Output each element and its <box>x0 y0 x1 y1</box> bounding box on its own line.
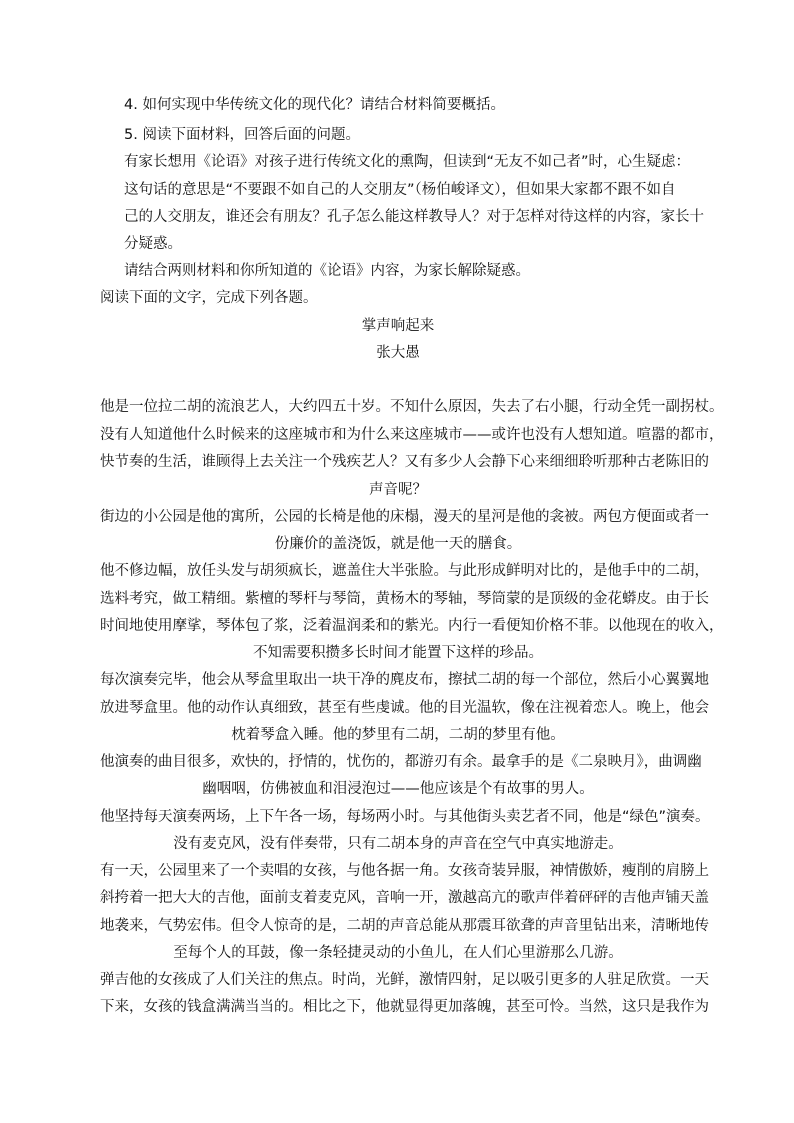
article-line: 放进琴盒里。他的动作认真细致，甚至有些虔诚。他的目光温软，像在注视着恋人。晚上，他会 <box>100 700 709 716</box>
article-line: 地袭来，气势宏伟。但令人惊奇的是，二胡的声音总能从那震耳欲聋的声音里钻出来，清晰地传 <box>100 918 709 934</box>
article-line: 不知需要积攒多长时间才能置下这样的珍品。 <box>253 645 543 661</box>
question-prompt: 请结合两则材料和你所知道的《论语》内容，为家长解除疑惑。 <box>124 263 530 279</box>
article-line: 没有麦克风，没有伴奏带，只有二胡本身的声音在空气中真实地游走。 <box>173 836 623 852</box>
article-line: 斜挎着一把大大的吉他，面前支着麦克风，音响一开，激越高亢的歌声伴着砰砰的吉他声铺天盖 <box>100 890 709 906</box>
article-line: 至每个人的耳鼓，像一条轻捷灵动的小鱼儿，在人们心里游那么几游。 <box>173 945 623 961</box>
article-line: 时间地使用摩挲，琴体包了浆，泛着温润柔和的紫光。内行一看便知价格不菲。以他现在的收入， <box>100 618 724 634</box>
article-line: 快节奏的生活，谁顾得上去关注一个残疾艺人？又有多少人会静下心来细细聆听那种古老陈旧的 <box>100 454 709 470</box>
material-line: 有家长想用《论语》对孩子进行传统文化的熏陶，但读到“无友不如己者”时，心生疑虑： <box>124 154 691 170</box>
article-line: 弹吉他的女孩成了人们关注的焦点。时尚，光鲜，激情四射，足以吸引更多的人驻足欣赏。一天 <box>100 972 709 988</box>
material-line: 己的人交朋友，谁还会有朋友？孔子怎么能这样教导人？对于怎样对待这样的内容，家长十 <box>124 209 704 225</box>
article-author: 张大愚 <box>376 345 420 361</box>
article-line: 每次演奏完毕，他会从琴盒里取出一块干净的麂皮布，擦拭二胡的每一个部位，然后小心翼翼地 <box>100 672 709 688</box>
article-line: 他坚持每天演奏两场，上下午各一场，每场两小时。与其他街头卖艺者不同，他是“绿色”演奏。 <box>100 809 710 825</box>
question-5: 5. 阅读下面材料，回答后面的问题。 <box>124 127 360 143</box>
article-line: 他不修边幅，放任头发与胡须疯长，遮盖住大半张脸。与此形成鲜明对比的，是他手中的二胡， <box>100 563 709 579</box>
article-line: 没有人知道他什么时候来的这座城市和为什么来这座城市——或许也没有人想知道。喧嚣的都市， <box>100 427 724 443</box>
reading-instruction: 阅读下面的文字，完成下列各题。 <box>100 290 318 306</box>
article-line: 他是一位拉二胡的流浪艺人，大约四五十岁。不知什么原因，失去了右小腿，行动全凭一副拐杖。 <box>100 399 724 415</box>
article-line: 幽咽咽，仿佛被血和泪浸泡过——他应该是个有故事的男人。 <box>202 781 594 797</box>
article-line: 他演奏的曲目很多，欢快的，抒情的，忧伤的，都游刃有余。最拿手的是《二泉映月》，曲调幽 <box>100 754 702 770</box>
article-line: 枕着琴盒入睡。他的梦里有二胡，二胡的梦里有他。 <box>231 727 565 743</box>
article-line: 份廉价的盖浇饭，就是他一天的膳食。 <box>274 536 522 552</box>
material-line: 分疑惑。 <box>124 236 182 252</box>
article-line: 下来，女孩的钱盒满满当当的。相比之下，他就显得更加落魄，甚至可怜。当然，这只是我作为 <box>100 999 709 1015</box>
article-line: 有一天，公园里来了一个卖唱的女孩，与他各据一角。女孩奇装异服，神情傲娇，瘦削的肩膀上 <box>100 863 709 879</box>
question-4: 4. 如何实现中华传统文化的现代化？请结合材料简要概括。 <box>124 97 505 113</box>
article-line: 街边的小公园是他的寓所，公园的长椅是他的床榻，漫天的星河是他的衾被。两包方便面或者一 <box>100 509 709 525</box>
material-line: 这句话的意思是“不要跟不如自己的人交朋友”（杨伯峻译文），但如果大家都不跟不如自 <box>124 182 676 198</box>
article-line: 选料考究，做工精细。紫檀的琴杆与琴筒，黄杨木的琴轴，琴筒蒙的是顶级的金花蟒皮。由于长 <box>100 591 709 607</box>
article-line: 声音呢？ <box>369 482 427 498</box>
article-title: 掌声响起来 <box>361 318 435 334</box>
